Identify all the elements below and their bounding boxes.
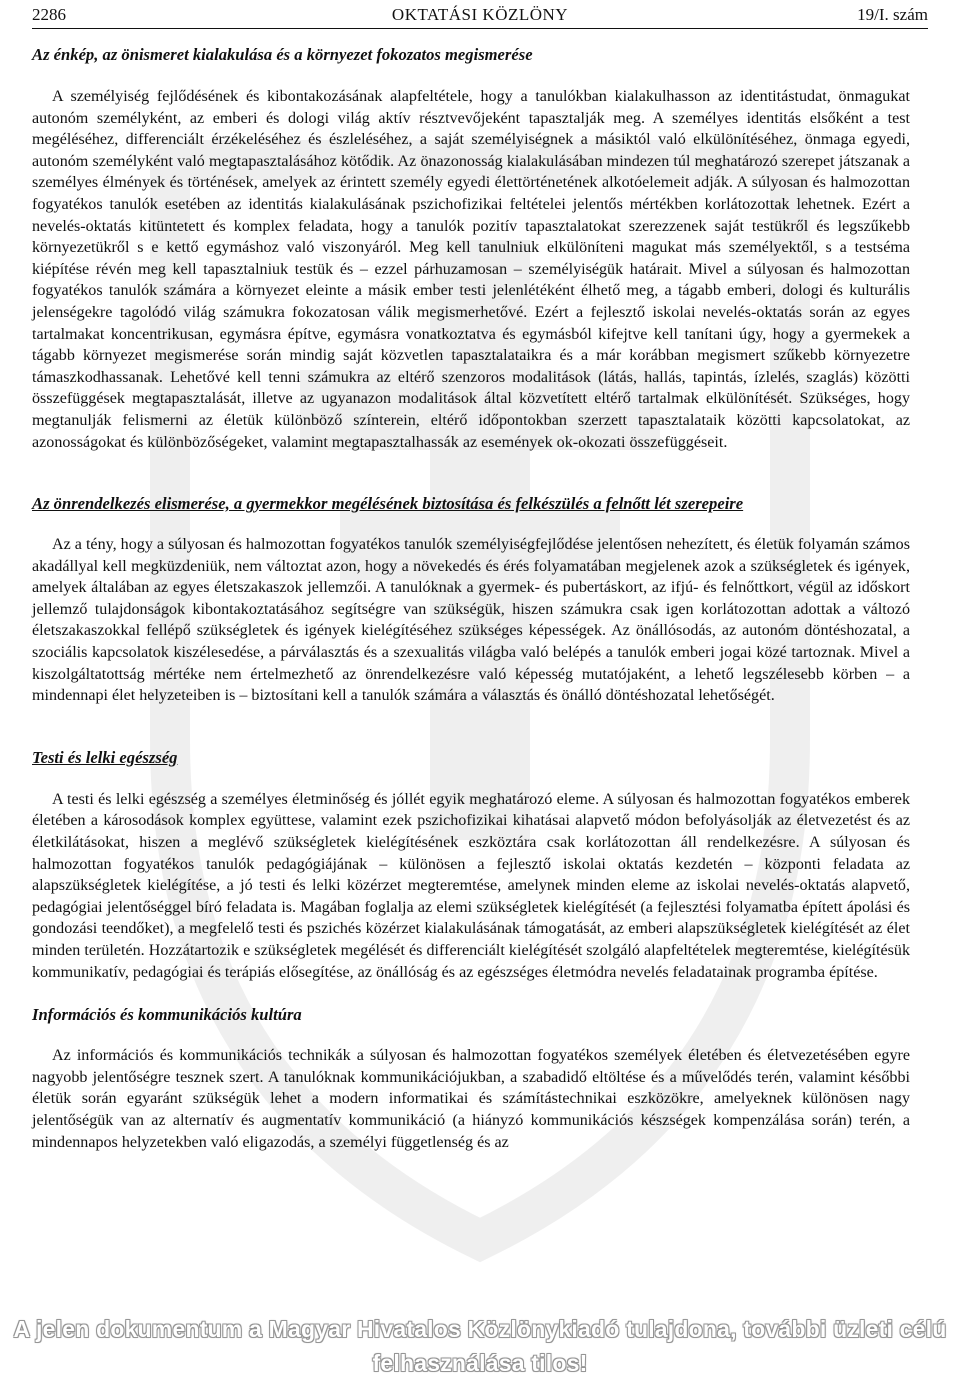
section-self-determination (32, 493, 910, 707)
body-paragraph: A személyiség fejlődésének és kibontakozásának alapfeltétele, hogy a tanulókban kialakulhasson az identitástudat, önmagukat autonóm személyként, az emberi és dologi világ aktív résztvevőjeként tapasztalják meg. A személyes identitás elsőként a test megéléséhez, differenciált érzékeléséhez és észleléséhez, a saját személyiségnek a másiktól való elkülönítéséhez, önmaga egyedi, autonóm személyként való megtapasztalásához kötődik. Az önazonosság kialakulásában mindezen túl meghatározó szerepet játszanak a személyes élmények és történések, amelyek az érintett személy egyedi élettörténetének alkotóelemeit adják. A súlyosan és halmozottan fogyatékos tanulók esetében az identitás kialakulásának pszichofizikai feltételei jelentős mértékben korlátozottak lehetnek. Ezért a nevelés-oktatás kitüntetett és komplex feladata, hogy a tanulók pozitív tapasztalatokat szerezzenek saját testükről és legszűkebb környezetükről s e kettő egymáshoz való viszonyáról. Meg kell tanulniuk elkülöníteni magukat más személyektől, s a testséma kiépítése révén meg kell tapasztalniuk testük és – ezzel párhuzamosan – személyiségük határait. Mivel a súlyosan és halmozottan fogyatékos tanulók számára a környezet eleinte a másik ember testi jelenlétéként élhető meg, a tágabb emberi, dologi és kulturális jelenségekre tagolódó világ számukra fokozatosan válik megismerhetővé. Ezért a fejlesztő iskolai nevelés-oktatás során az egyes tartalmakat koncentrikusan, egymásra építve, egymásra vonatkoztatva és egymásból kifejtve kell tanítani úgy, hogy a gyermekek a tágabb környezet megismerése során mindig saját közvetlen tapasztalataikra és a már korábban megismert szűkebb környezetre támaszkodhassanak. Lehetővé kell tenni számukra az eltérő szenzoros modalitások (látás, hallás, tapintás, ízlelés, szaglás) közötti összefüggések megtapasztalását, illetve az ugyanazon modalitások által közvetített eltérő tartalmak elkülönítését. Szükséges, hogy megtanulják felismerni az életük különböző színterein, eltérő időpontokban szerzett tapasztalataik közötti kapcsolatokat, az azonosságokat és különbözőségeket, valamint megtapasztalhassák az események ok-okozati összefüggéseit. (32, 88, 910, 451)
section-heading: Az énkép, az önismeret kialakulása és a környezet fokozatos megismerése (32, 45, 533, 64)
journal-title: OKTATÁSI KÖZLÖNY (391, 5, 569, 24)
section-heading: Testi és lelki egészség (32, 747, 178, 767)
section-heading: Információs és kommunikációs kultúra (32, 1005, 302, 1025)
body-paragraph: Az a tény, hogy a súlyosan és halmozottan fogyatékos tanulók személyiségfejlődése jelentősen nehezített, és életük folyamán számos akadállyal kell megküzdeniük, nem változtat azon, hogy a növekedés és érés folyamatában megjelenek azok a szükségletek és igények, amelyek általában az egyes életszakaszok jellemzői. A tanulóknak a gyermek- és pubertáskort, az ifjú- és felnőttkort, végül az időskort jellemző tulajdonságok kibontakoztatásához segítségre van szükségük, hiszen számukra csak igen korlátozottan adottak a változó életszakaszokkal fellépő szükségletek és igények kielégítéséhez szükséges képességek. Az önállósodás, az autonóm döntéshozatal, a szociális kapcsolatok kiszélesedése, a párválasztás és a szexualitás világba való belépés a tanulók emberi jogai közé tartoznak. Mivel a kiszolgáltatottság mértéke nem értelmezhető az önrendelkezésre való képesség mutatójaként, a lehető legszélesebb körben – a mindennapi élet helyzeteiben is – biztosítani kell a tanulók számára a választás és önálló döntéshozatal lehetőségét. (32, 536, 910, 705)
header-rule (32, 28, 928, 29)
section-self-image (32, 44, 910, 453)
section-heading: Az önrendelkezés elismerése, a gyermekkor megélésének biztosítása és felkészülés a felnőtt lét szerepeire (32, 494, 744, 514)
page-header (32, 2, 928, 28)
body-paragraph: Az információs és kommunikációs technikák a súlyosan és halmozottan fogyatékos személyek életében és életvezetésében egyre nagyobb jelentőségre tesznek szert. A tanulóknak kommunikációjukban, a szabadidő eltöltése és a művelődés terén, valamint későbbi életük során egyaránt szükségük lehet a modern informatikai és számítástechnikai eszközökre, amelyeknek különösen nagy jelentőségük van az alternatív és augmentatív kommunikáció (a hiányzó kommunikációs készségek kompenzálása során) terén, a mindennapos helyzetekben való eligazodás, a személyi függetlenség és az (32, 1047, 910, 1151)
page-number: 2286 (32, 5, 66, 24)
issue-number: 19/I. szám (857, 5, 928, 24)
section-information-culture (32, 1004, 910, 1153)
body-paragraph: A testi és lelki egészség a személyes életminőség és jóllét egyik meghatározó eleme. A súlyosan és halmozottan fogyatékos emberek életében a károsodások komplex együttese, valamint ezek pszichofizikai kihatásai alapvető módon befolyásolják az életvezetést és az életkilátásokat, hiszen a meglévő szükségletek kielégítésének eszköztára csak korlátozottan áll rendelkezésre. A súlyosan és halmozottan fogyatékos tanulók pedagógiájának – különösen a fejlesztő iskolai oktatás kezdetén – központi feladata az alapszükségletek kielégítése, a jó testi és lelki közérzet megteremtése, amelynek minden eleme az iskolai nevelés-oktatás alapvető, pedagógiai jelentőséggel bíró feladata is. Magában foglalja az elemi szükségletek kielégítését (a fejlesztési folyamatba épített ápolási és gondozási teendőket), a megfelelő testi és pszichés közérzet kialakulásának támogatását, az emberi alapszükségletek kielégítését az élet minden területén. Hozzátartozik e szükségletek megélését és differenciált kielégítését szolgáló alapfeltételek megteremtése, kielégítésük kommunikatív, pedagógiai és terápiás elősegítése, az önállóság és az egészséges életmódra nevelés feladatainak programba építése. (32, 790, 910, 981)
section-health (32, 747, 910, 983)
document-body (32, 44, 910, 1153)
copyright-watermark: A jelen dokumentum a Magyar Hivatalos Közlönykiadó tulajdona, további üzleti célú felhasználása tilos! (13, 1316, 947, 1376)
